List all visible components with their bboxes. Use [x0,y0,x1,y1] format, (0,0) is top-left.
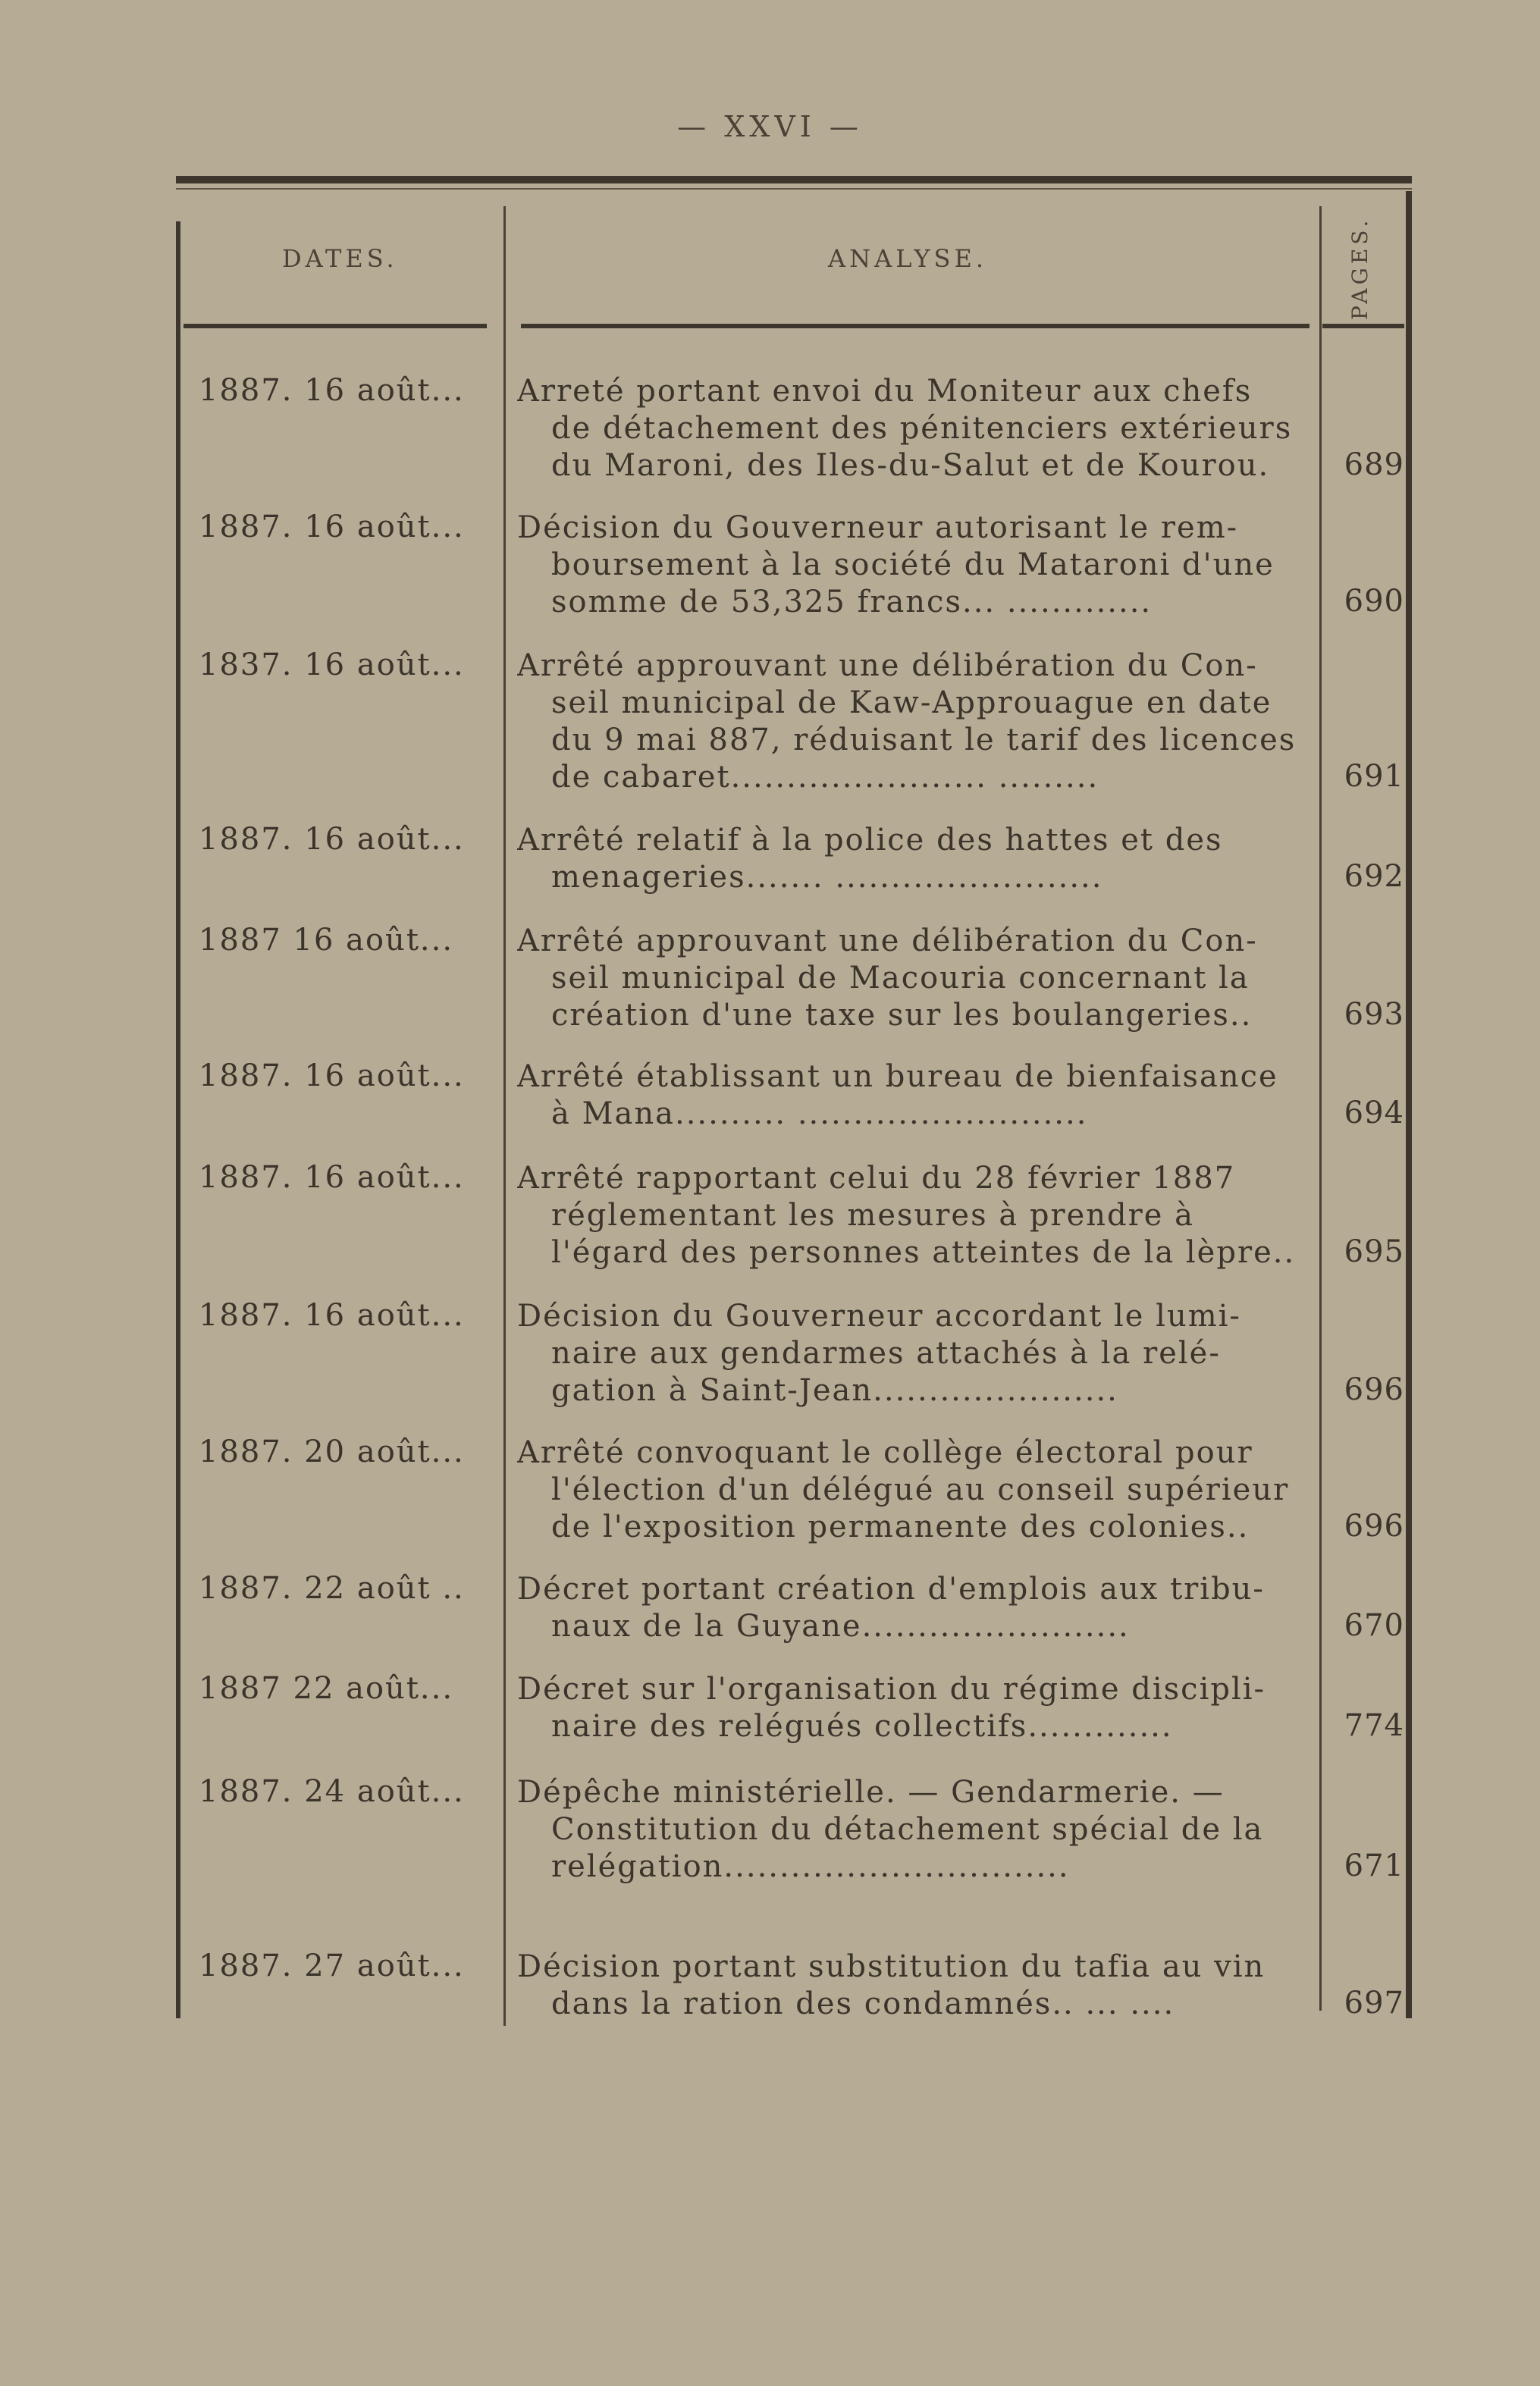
entry-analysis [517,1058,1306,1133]
entry-date: 1887. 16 août... [199,373,465,408]
entry-date: 1887. 24 août... [199,1774,465,1809]
entry-page-number: 774 [1344,1708,1404,1743]
pages-header-rule [1322,324,1404,328]
entry-date: 1887. 27 août... [199,1949,465,1983]
entry-analysis [517,1949,1306,2023]
entry-analysis-line: l'égard des personnes atteintes de la lèpre.. [551,1235,1296,1270]
entry-analysis [517,1298,1306,1409]
entry-analysis-line: Arrêté établissant un bureau de bienfaisance [517,1059,1278,1094]
entry-date: 1887. 16 août... [199,822,465,857]
entry-analysis-line: de l'exposition permanente des colonies.. [551,1510,1250,1544]
entry-analysis-line: Décision du Gouverneur accordant le lumi- [517,1299,1241,1334]
entry-page-number: 691 [1344,759,1404,794]
entry-date: 1887. 20 août... [199,1434,465,1469]
entry-analysis-line: Arrêté rapportant celui du 28 février 1887 [517,1161,1236,1196]
top-rule-thin [176,188,1412,190]
page-number: — XXVI — [677,110,863,143]
entry-analysis-line: gation à Saint-Jean...................... [551,1373,1118,1408]
entry-analysis-line: de détachement des pénitenciers extérieurs [551,411,1293,446]
entry-analysis-line: Décision portant substitution du tafia au vin [517,1949,1266,1984]
entry-page-number: 697 [1344,1986,1404,2021]
entry-analysis-line: Décret sur l'organisation du régime discipli- [517,1672,1266,1707]
entry-analysis [517,509,1306,621]
entry-date: 1887. 16 août... [199,509,465,544]
entry-page-number: 671 [1344,1848,1404,1883]
dates-header-rule [183,324,487,328]
analyse-header: ANALYSE. [828,244,987,273]
entry-analysis [517,1774,1306,1886]
entry-analysis-line: à Mana.......... .......................... [551,1096,1088,1131]
entry-analysis-line: menageries....... ........................ [551,860,1103,895]
entry-page-number: 694 [1344,1096,1404,1130]
entry-analysis-line: seil municipal de Macouria concernant la [551,961,1250,995]
pages-column-divider [1319,206,1322,2011]
entry-analysis-line: naire aux gendarmes attachés à la relé- [551,1336,1221,1371]
entry-analysis-line: création d'une taxe sur les boulangeries.. [551,998,1253,1033]
entry-analysis [517,822,1306,896]
entry-analysis-line: Arreté portant envoi du Moniteur aux chefs [517,374,1253,409]
entry-analysis [517,1571,1306,1645]
entry-analysis-line: l'élection d'un délégué au conseil supérieur [551,1472,1290,1507]
entry-date: 1837. 16 août... [199,647,465,682]
entry-analysis-line: Dépêche ministérielle. — Gendarmerie. — [517,1775,1225,1810]
left-border [176,221,180,2018]
entry-analysis-line: somme de 53,325 francs... ............. [551,585,1153,619]
entry-analysis-line: réglementant les mesures à prendre à [551,1198,1195,1233]
entry-analysis [517,1671,1306,1745]
entry-date: 1887. 16 août... [199,1160,465,1195]
entry-analysis-line: boursement à la société du Mataroni d'une [551,547,1275,582]
index-table [176,176,1412,2021]
entry-analysis-line: du Maroni, des Iles-du-Salut et de Kourou. [551,448,1270,483]
entry-date: 1887. 16 août... [199,1058,465,1093]
right-border [1406,191,1412,2018]
entry-page-number: 696 [1344,1509,1404,1544]
entry-analysis-line: seil municipal de Kaw-Approuague en date [551,685,1272,720]
entry-analysis-line: Arrêté relatif à la police des hattes et des [517,823,1223,858]
entry-analysis-line: Arrêté approuvant une délibération du Con- [517,648,1258,683]
entry-analysis [517,647,1306,796]
entry-analysis-line: de cabaret....................... ......... [551,760,1099,795]
entry-date: 1887 22 août... [199,1671,454,1706]
entry-analysis-line: Arrêté convoquant le collège électoral pour [517,1435,1253,1470]
dates-header: DATES. [282,244,398,273]
entry-analysis-line: du 9 mai 887, réduisant le tarif des licences [551,723,1297,757]
top-rule [176,176,1412,183]
entry-page-number: 670 [1344,1608,1404,1643]
entry-analysis-line: relégation............................... [551,1849,1070,1884]
entry-page-number: 689 [1344,447,1404,482]
entry-page-number: 696 [1344,1372,1404,1407]
dates-column-divider [503,206,506,2026]
entry-analysis-line: naire des relégués collectifs............. [551,1709,1173,1744]
entry-analysis-line: dans la ration des condamnés.. ... .... [551,1986,1175,2021]
entry-date: 1887. 16 août... [199,1298,465,1333]
entry-analysis-line: Constitution du détachement spécial de la [551,1812,1264,1847]
pages-header: PAGES. [1347,216,1372,320]
entry-analysis-line: Décision du Gouverneur autorisant le rem- [517,510,1239,545]
entry-date: 1887. 22 août .. [199,1571,465,1606]
entry-analysis-line: naux de la Guyane........................ [551,1609,1130,1644]
entry-analysis [517,373,1306,484]
entry-analysis-line: Décret portant création d'emplois aux tribu- [517,1572,1265,1607]
entry-analysis [517,1434,1306,1546]
entry-analysis-line: Arrêté approuvant une délibération du Con- [517,923,1258,958]
entry-analysis [517,1160,1306,1271]
entry-page-number: 692 [1344,859,1404,894]
entry-analysis [517,923,1306,1034]
entry-page-number: 695 [1344,1234,1404,1269]
analyse-header-rule [521,324,1309,328]
entry-page-number: 693 [1344,997,1404,1032]
entry-date: 1887 16 août... [199,923,454,958]
entry-page-number: 690 [1344,584,1404,619]
